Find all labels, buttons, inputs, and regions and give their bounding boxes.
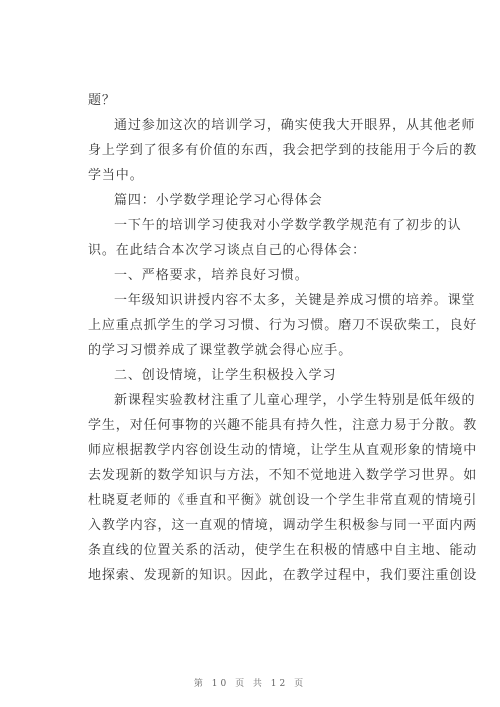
text-line: 条直线的位置关系的活动，使学生在积极的情感中自主地、能动 xyxy=(88,543,478,558)
text-line: 身上学到了很多有价值的东西，我会把学到的技能用于今后的教 xyxy=(88,143,478,158)
text-line: 学当中。 xyxy=(88,168,144,183)
text-line: 师应根据教学内容创设生动的情境，让学生从直观形象的情境中 xyxy=(88,443,478,458)
subheading: 二、创设情境，让学生积极投入学习 xyxy=(114,368,337,383)
text-line: 入教学内容，这一直观的情境，调动学生积极参与同一平面内两 xyxy=(88,518,478,533)
subheading: 一、严格要求，培养良好习惯。 xyxy=(114,268,309,283)
text-line: 去发现新的数学知识与方法，不知不觉地进入数学学习世界。如 xyxy=(88,468,478,483)
page-number-footer: 第 10 页 共 12 页 xyxy=(193,679,307,689)
text-line: 学生，对任何事物的兴趣不能具有持久性，注意力易于分散。教 xyxy=(88,418,478,433)
body-text xyxy=(88,88,478,588)
text-line: 新课程实验教材注重了儿童心理学，小学生特别是低年级的 xyxy=(114,393,476,408)
text-line: 一下午的培训学习使我对小学数学教学规范有了初步的认 xyxy=(114,218,462,233)
text-line: 地探索、发现新的知识。因此，在教学过程中，我们要注重创设 xyxy=(88,568,478,583)
text-line: 通过参加这次的培训学习，确实使我大开眼界，从其他老师 xyxy=(114,118,476,133)
section-heading: 篇四：小学数学理论学习心得体会 xyxy=(114,193,323,208)
text-line: 一年级知识讲授内容不太多，关键是养成习惯的培养。课堂 xyxy=(114,293,476,308)
text-line: 杜晓夏老师的《垂直和平衡》就创设一个学生非常直观的情境引 xyxy=(88,493,478,508)
text-line: 上应重点抓学生的学习习惯、行为习惯。磨刀不误砍柴工，良好 xyxy=(88,318,478,333)
text-line: 的学习习惯养成了课堂教学就会得心应手。 xyxy=(88,343,353,358)
text-line: 题？ xyxy=(88,93,116,108)
text-line: 识。在此结合本次学习谈点自己的心得体会： xyxy=(88,243,367,258)
